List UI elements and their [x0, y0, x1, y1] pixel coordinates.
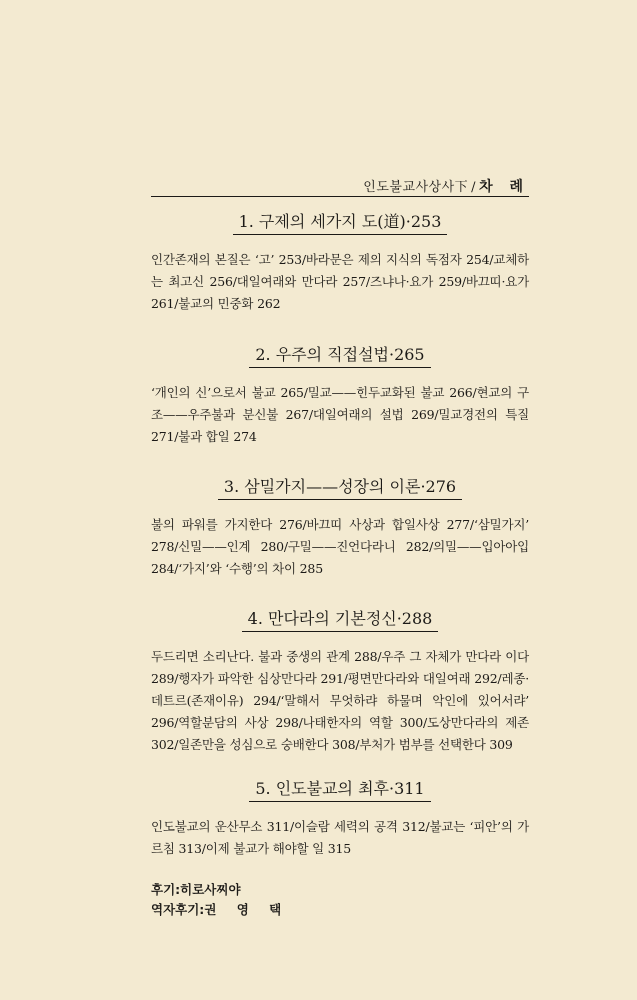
chapter-entries: 두드리면 소리난다. 불과 중생의 관계 288/우주 그 자체가 만다라 이다 289/행자가 파악한 심상만다라 291/평면만다라와 대일여래 292/레종·데트르(존재이유) 294/‘말해서 무엇하랴 하물며 악인에 있어서랴’ 296/역할분담의 사상 298/나태한자의 역할 300/도상만다라의 제존 302/일존만을 성심으로 숭배한다 308/부처가 범부를 선택한다 309 [151, 649, 529, 752]
chapter-entries: 인도불교의 운산무소 311/이슬람 세력의 공격 312/불교는 ‘피안’의 가르침 313/이제 불교가 해야할 일 315 [151, 819, 529, 856]
chapter-5 [151, 778, 529, 860]
book-title: 인도불교사상사下 [363, 180, 469, 195]
chapter-title: 3. 삼밀가지——성장의 이론·276 [218, 476, 462, 500]
chapter-title: 2. 우주의 직접설법·265 [249, 344, 430, 368]
chapter-entries: 인간존재의 본질은 ‘고’ 253/바라문은 제의 지식의 독점자 254/교체하는 최고신 256/대일여래와 만다라 257/즈냐나·요가 259/바끄띠·요가 261/불교의 민중화 262 [151, 252, 529, 311]
afterword-label: 후기: [151, 882, 181, 897]
chapter-title: 1. 구제의 세가지 도(道)·253 [233, 211, 448, 235]
chapter-entries: 불의 파워를 가지한다 276/바끄띠 사상과 합일사상 277/‘삼밀가지’ 278/신밀——인계 280/구밀——진언다라니 282/의밀——입아아입 284/‘가지’와 ‘수행’의 차이 285 [151, 517, 529, 576]
chapter-title: 5. 인도불교의 최후·311 [249, 778, 430, 802]
translator-line [151, 900, 289, 920]
translator-name: 권 영 택 [204, 902, 290, 917]
afterword-author: 히로사찌야 [180, 882, 241, 897]
chapter-entries: ‘개인의 신’으로서 불교 265/밀교——힌두교화된 불교 266/현교의 구조——우주불과 분신불 267/대일여래의 설법 269/밀교경전의 특질 271/불과 합일 274 [151, 385, 529, 444]
running-head [151, 176, 529, 196]
back-matter [151, 880, 289, 920]
chapter-2 [151, 344, 529, 448]
chapter-title: 4. 만다라의 기본정신·288 [242, 608, 439, 632]
chapter-4 [151, 608, 529, 756]
running-head-separator: / [471, 180, 477, 195]
chapter-1 [151, 211, 529, 315]
afterword-line [151, 880, 289, 900]
toc-label: 차 례 [479, 179, 529, 195]
header-rule [151, 196, 529, 197]
chapter-3 [151, 476, 529, 580]
translator-label: 역자후기: [151, 902, 205, 917]
